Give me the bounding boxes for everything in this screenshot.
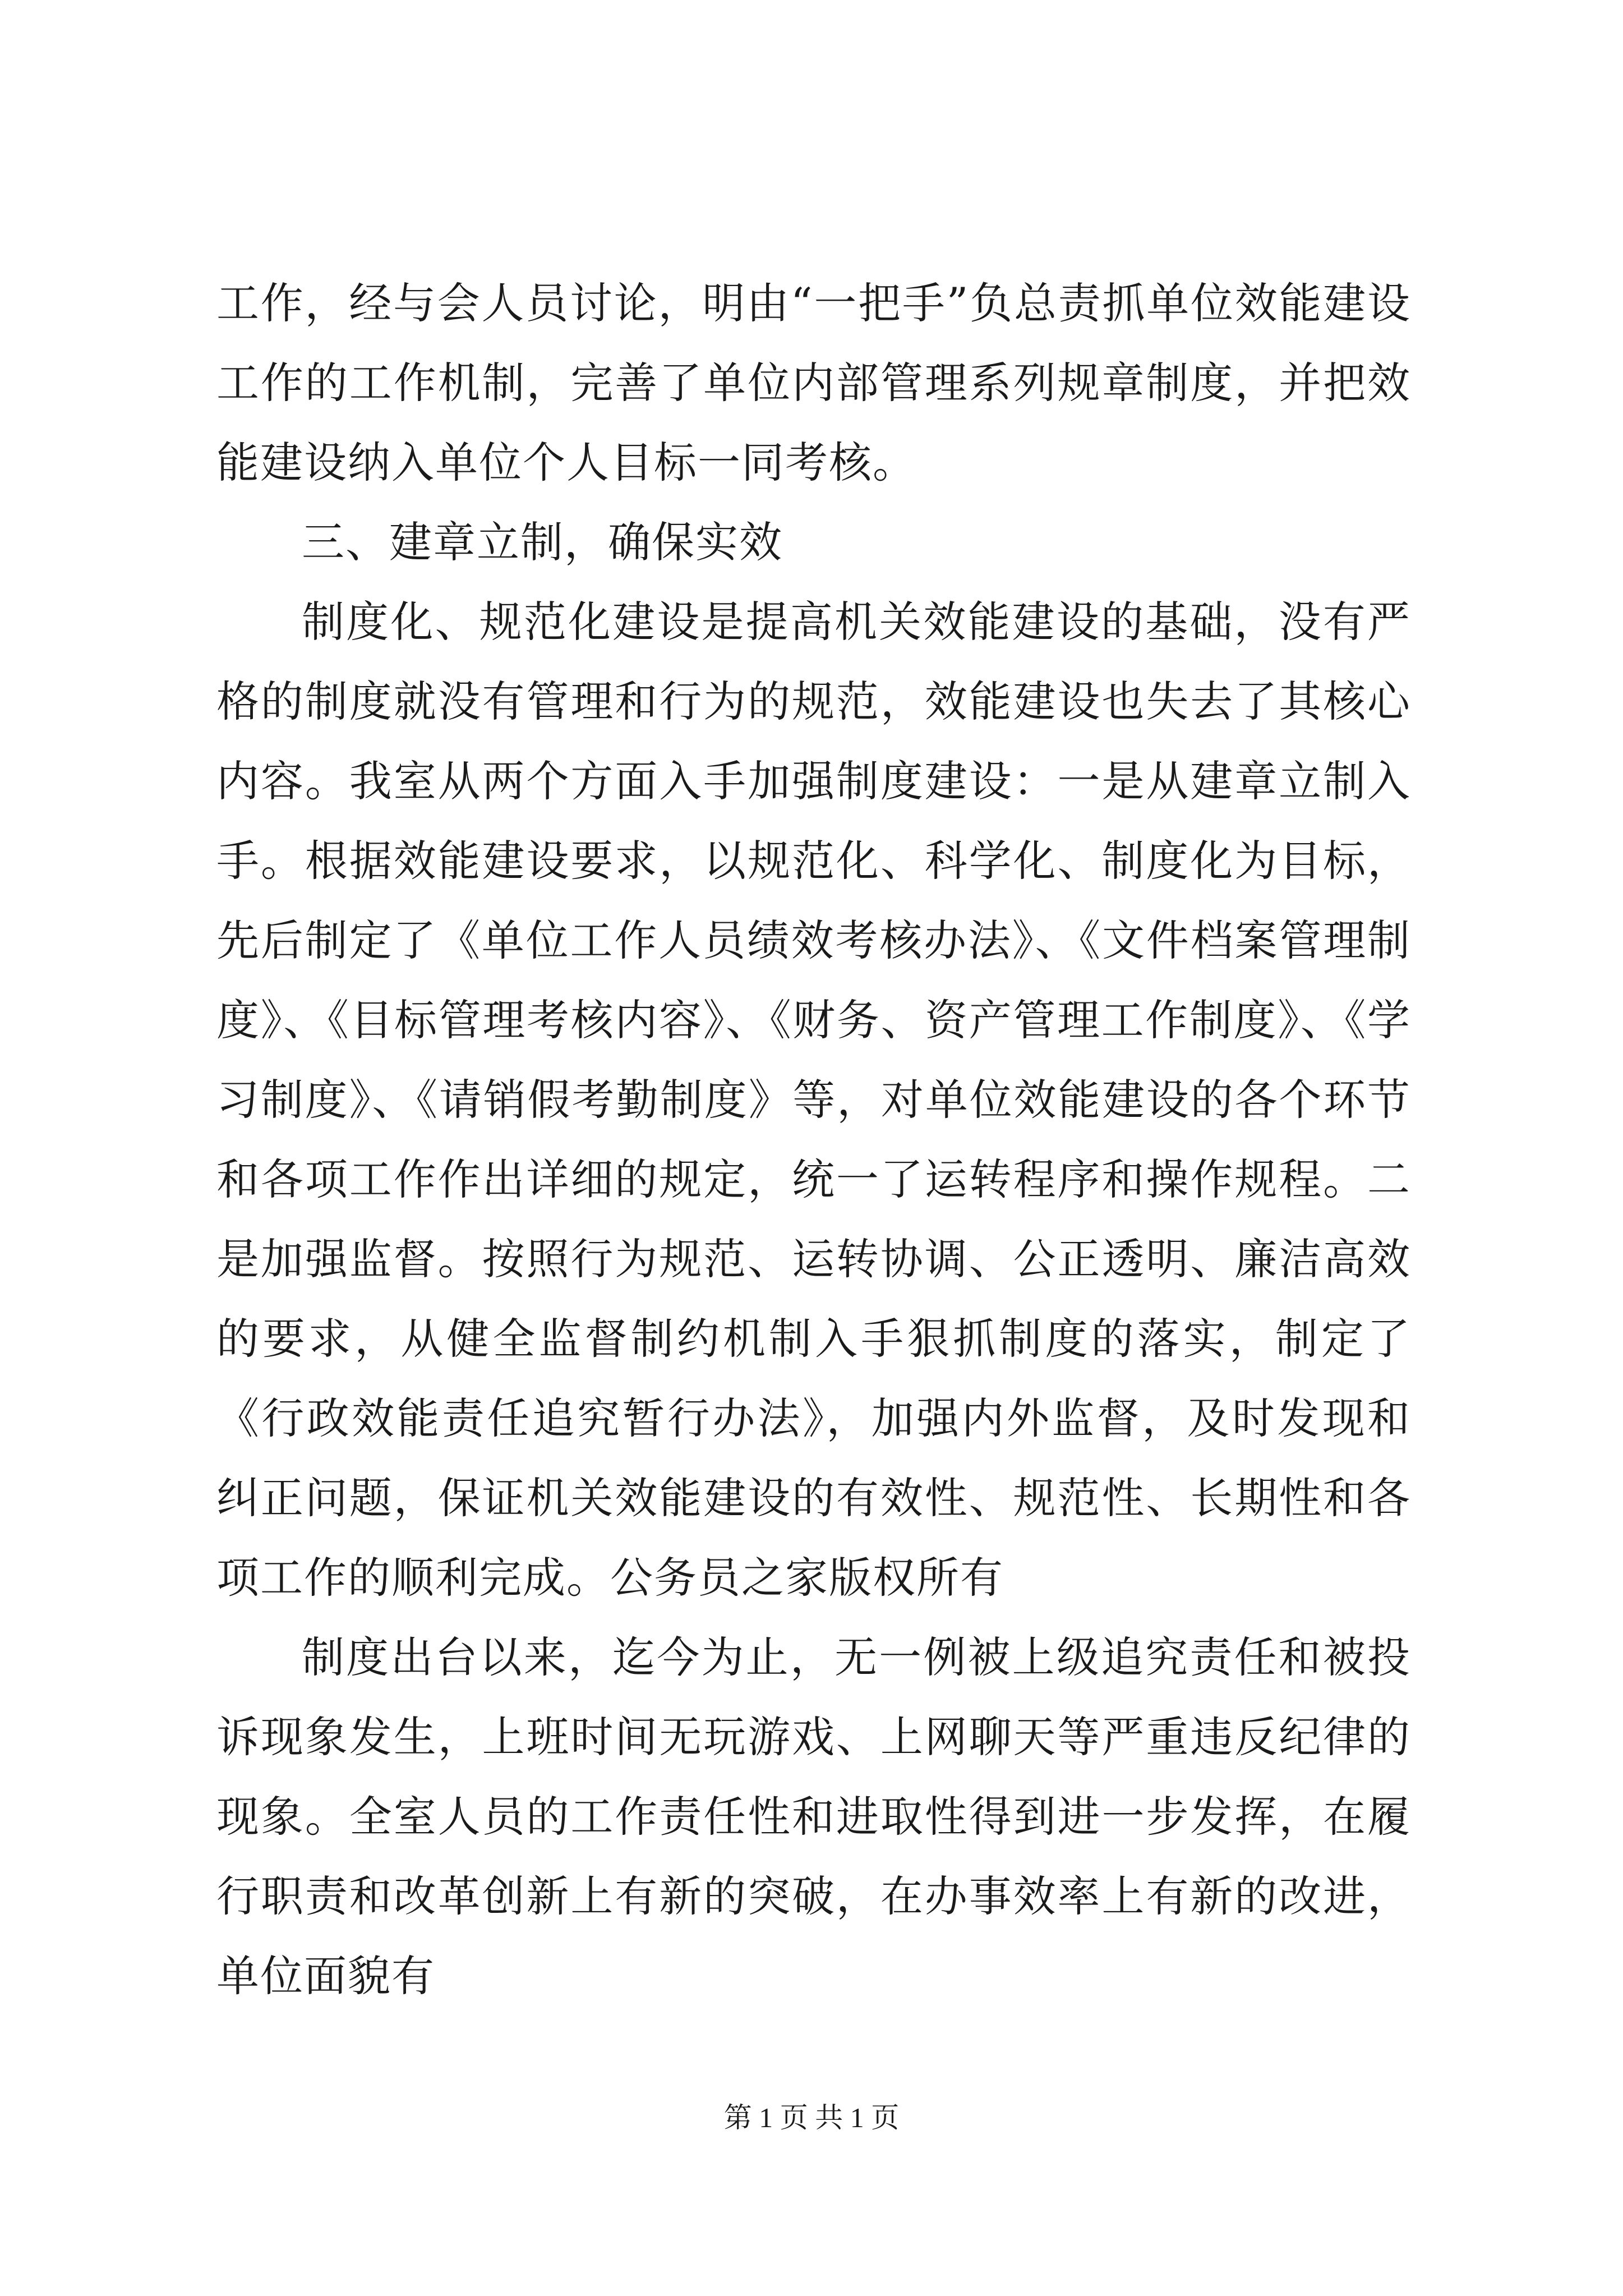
page-footer: 第 1 页 共 1 页 [723, 2102, 900, 2133]
section-heading: 三、建章立制，确保实效 [302, 517, 783, 567]
document-body [216, 264, 1411, 2016]
paragraph-body: 制度化、规范化建设是提高机关效能建设的基础，没有严格的制度就没有管理和行为的规范，效能建设也失去了其核心内容。我室从两个方面入手加强制度建设：一是从建章立制入手。根据效能建设要求，以规范化、科学化、制度化为目标，先后制定了《单位工作人员绩效考核办法》、《文件档案管理制度》、《目标管理考核内容》、《财务、资产管理工作制度》、《学习制度》、《请销假考勤制度》等，对单位效能建设的各个环节和各项工作作出详细的规定，统一了运转程序和操作规程。二是加强监督。按照行为规范、运转协调、公正透明、廉洁高效的要求，从健全监督制约机制入手狠抓制度的落实，制定了《行政效能责任追究暂行办法》，加强内外监督，及时发现和纠正问题，保证机关效能建设的有效性、规范性、长期性和各项工作的顺利完成。公务员之家版权所有 [216, 597, 1411, 1603]
paragraph-body: 制度出台以来，迄今为止，无一例被上级追究责任和被投诉现象发生，上班时间无玩游戏、上网聊天等严重违反纪律的现象。全室人员的工作责任性和进取性得到进一步发挥，在履行职责和改革创新上有新的突破，在办事效率上有新的改进，单位面貌有 [216, 1632, 1411, 2001]
paragraph-continuation: 工作，经与会人员讨论，明由“一把手”负总责抓单位效能建设工作的工作机制，完善了单位内部管理系列规章制度，并把效能建设纳入单位个人目标一同考核。 [216, 278, 1411, 487]
